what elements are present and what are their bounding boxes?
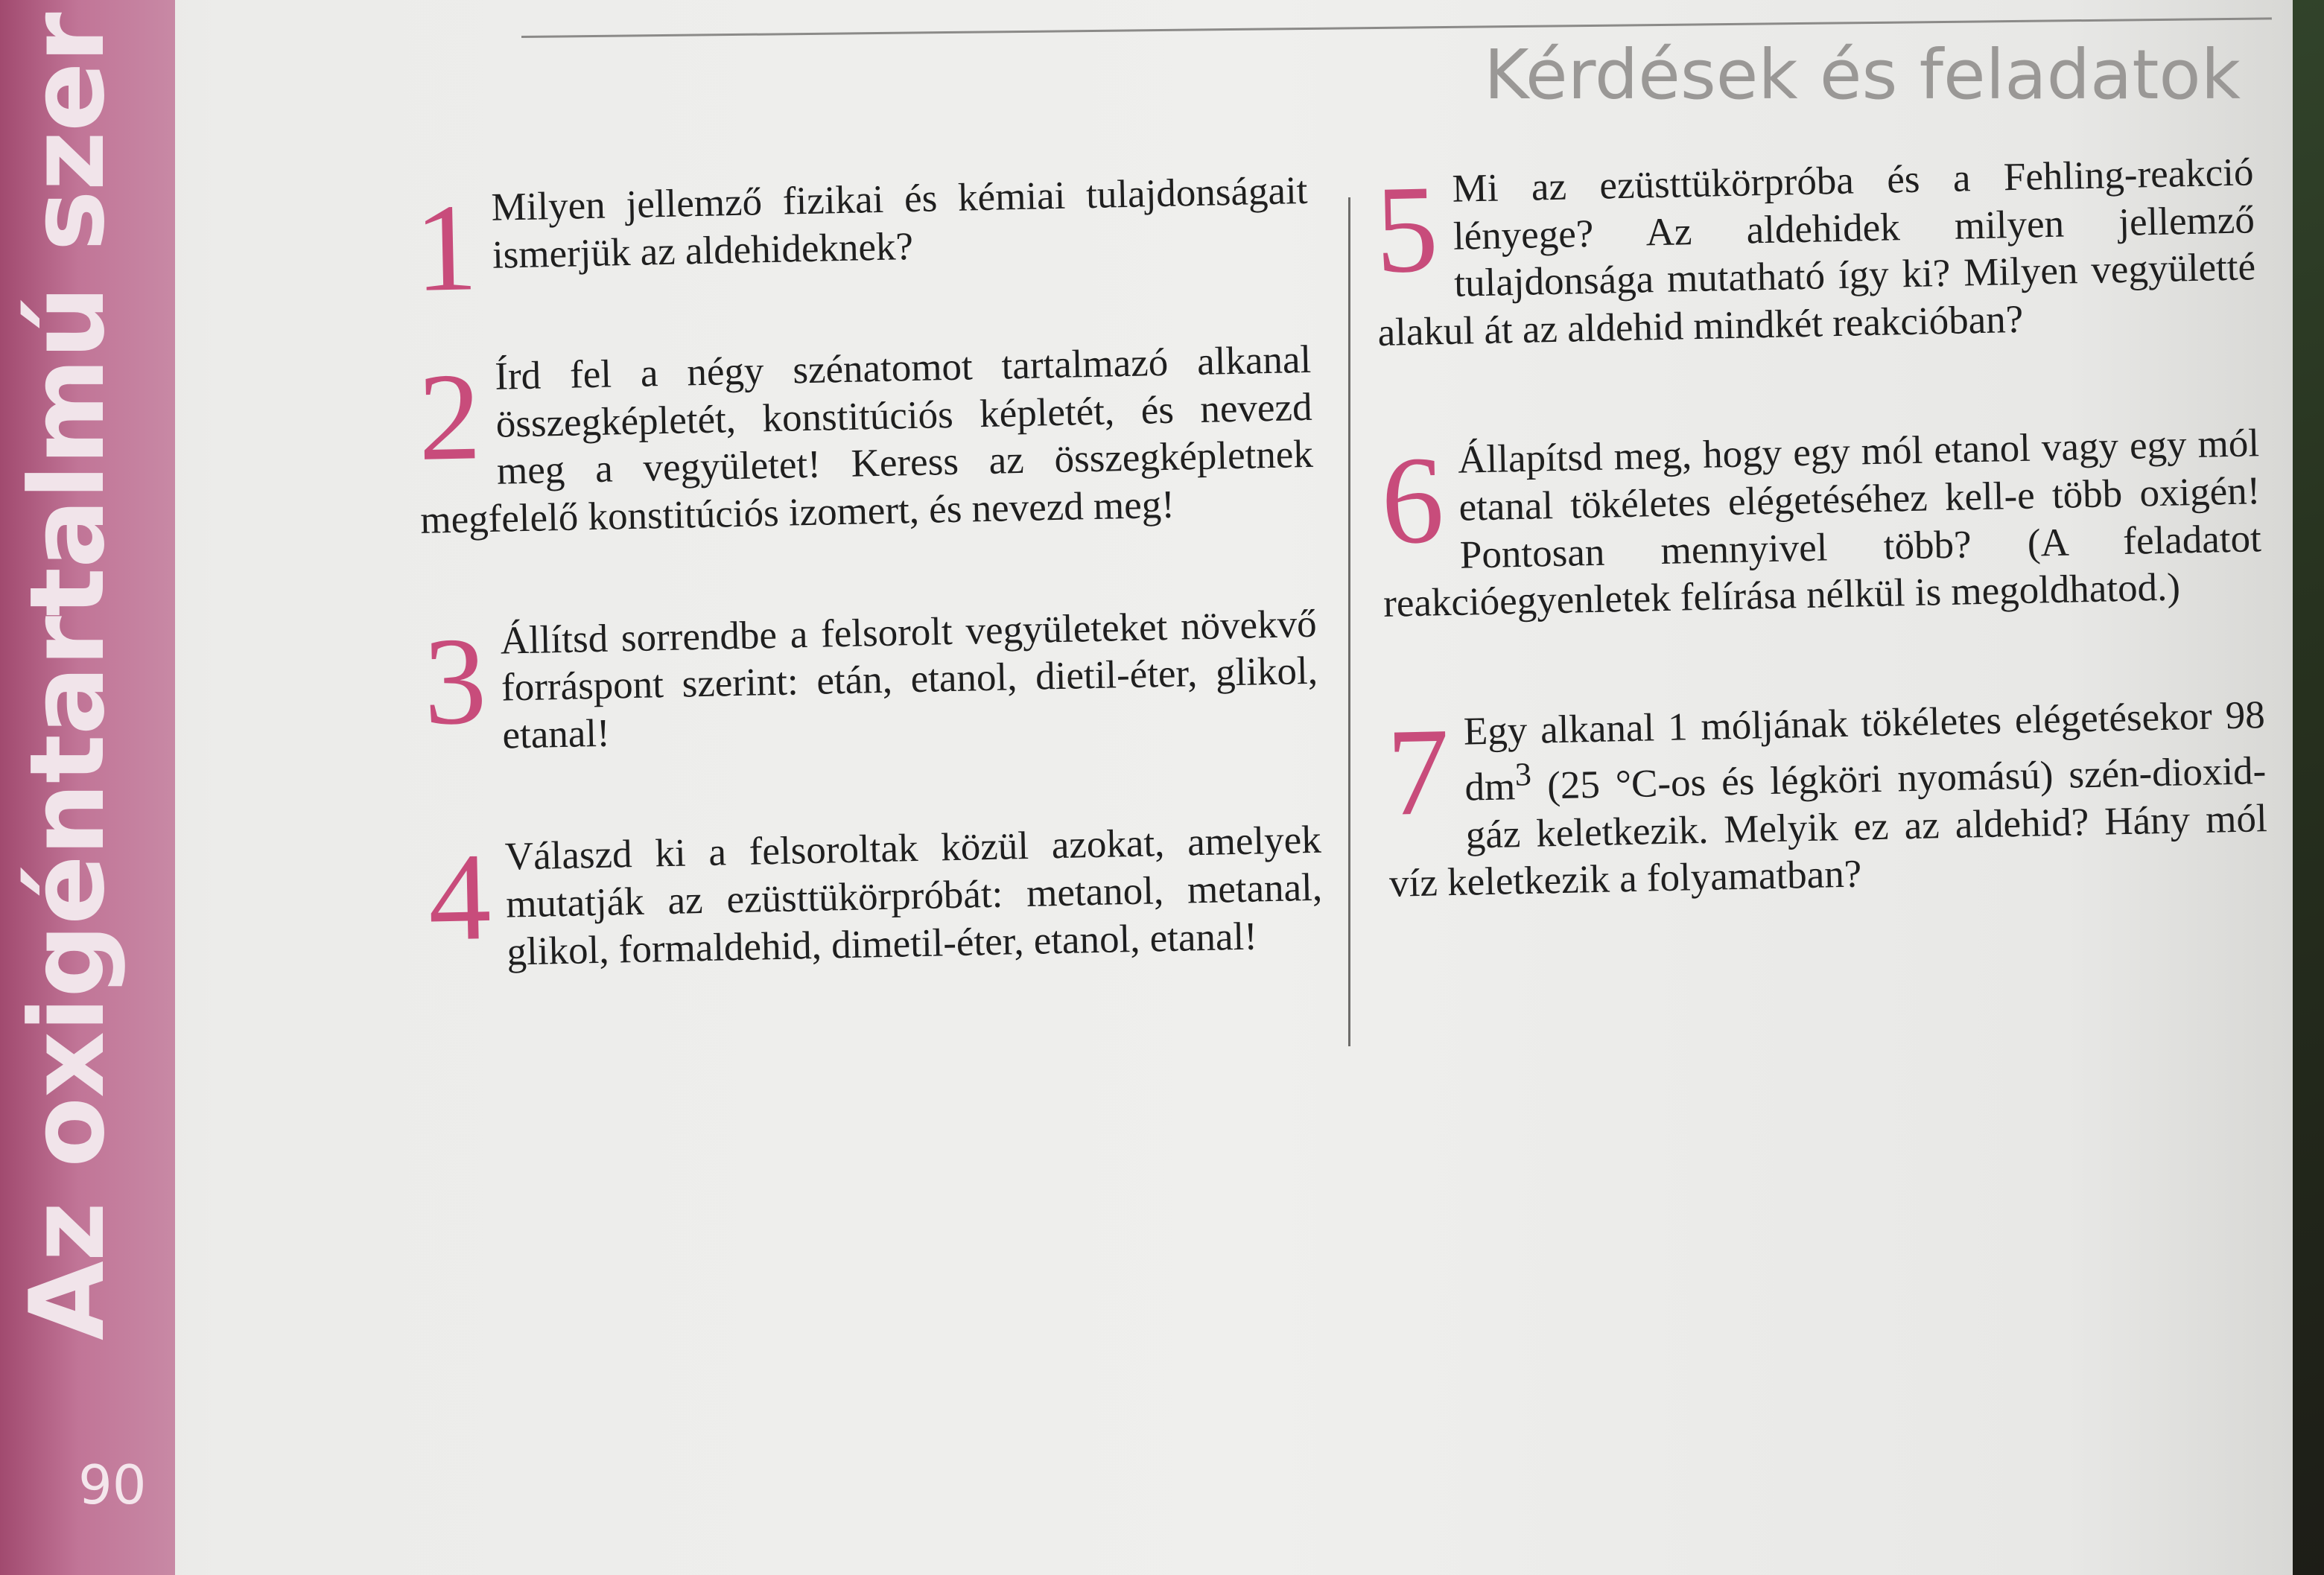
question-text: Válaszd ki a felsoroltak közül azokat, amelyek mutatják az ezüsttükörpróbát: metanol, metanal, glikol, formaldehid, dimetil-éter, etanol, etanal!	[504, 818, 1323, 974]
question-7	[1385, 692, 2268, 909]
question-text-part: (25 °C-os és légköri nyomású) szén-dioxid-gáz keletkezik. Melyik ez az aldehid? Hány mól víz keletkezik a folyamatban?	[1388, 749, 2268, 906]
left-column	[413, 168, 1325, 1052]
question-number: 6	[1380, 430, 1446, 571]
question-1	[413, 168, 1309, 318]
question-number: 4	[427, 827, 492, 968]
section-heading: Kérdések és feladatok	[1484, 35, 2241, 115]
question-text: Milyen jellemző fizikai és kémiai tulajdonságait ismerjük az aldehideknek?	[491, 168, 1308, 277]
question-3	[422, 600, 1319, 761]
question-text: Mi az ezüsttükörpróba és a Fehling-reakció lényege? Az aldehidek milyen jellemző tulajdonsága mutatható így ki? Milyen vegyületté alakul át az aldehid mindkét reakcióban?	[1377, 150, 2256, 354]
question-4	[427, 817, 1324, 978]
chapter-title: Az oxigéntartalmú szer	[7, 13, 127, 1340]
question-text: Állapítsd meg, hogy egy mól etanol vagy egy mól etanal tökéletes elégetéséhez kell-e több oxigén! Pontosan mennyivel több? (A feladatot reakcióegyenletek felírása nélkül is megoldhatod.)	[1382, 421, 2262, 626]
column-divider	[1348, 197, 1350, 1046]
question-number: 7	[1385, 701, 1451, 842]
question-number: 1	[413, 178, 479, 318]
question-text	[1389, 693, 2268, 906]
question-number: 5	[1374, 159, 1440, 299]
question-2	[417, 337, 1315, 544]
question-5	[1374, 149, 2257, 357]
question-number: 2	[416, 347, 483, 488]
question-text: Írd fel a négy szénatomot tartalmazó alkanal összegképletét, konstitúciós képletét, és nevezd meg a vegyületet! Keress az összegképletnek megfelelő konstitúciós izomert, és nevezd meg!	[419, 338, 1314, 542]
page-number: 90	[78, 1454, 147, 1516]
question-number: 3	[422, 611, 488, 751]
question-text: Állítsd sorrendbe a felsorolt vegyületeket növekvő forráspont szerint: etán, etanol, dietil-éter, glikol, etanal!	[500, 602, 1318, 757]
question-text-part: Egy alkanal 1 móljának tökéletes elégetésekor 98 dm	[1463, 693, 2266, 809]
right-column	[1374, 149, 2270, 990]
chapter-sidebar	[0, 0, 175, 1575]
superscript: 3	[1514, 756, 1532, 793]
question-6	[1380, 421, 2263, 629]
